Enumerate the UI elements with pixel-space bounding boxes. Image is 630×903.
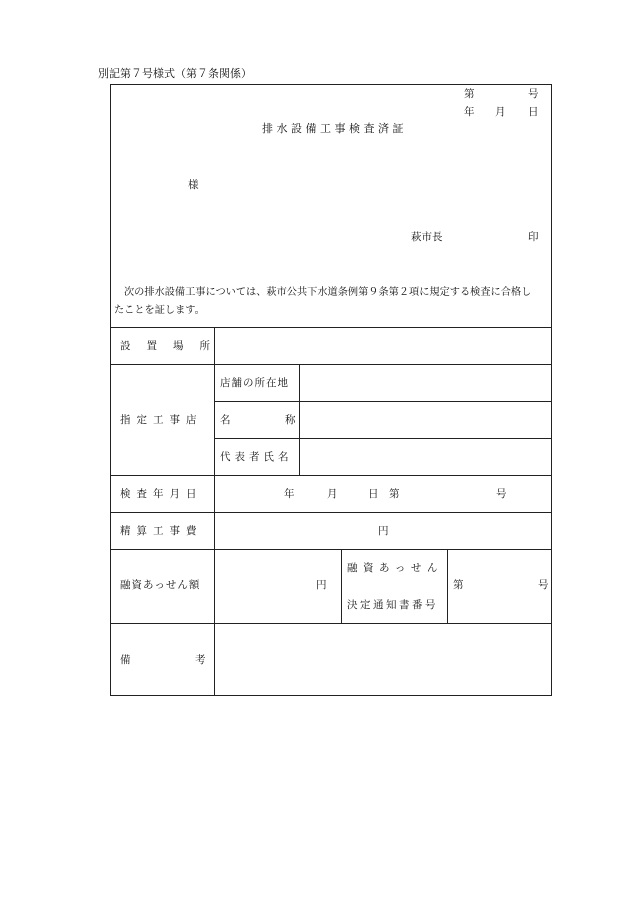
inspection-date-label: 検査年月日 [120, 488, 203, 500]
inspection-month-label: 月 [327, 488, 338, 500]
inspection-year-label: 年 [284, 488, 295, 500]
representative-field[interactable] [301, 440, 550, 474]
contractor-name-field[interactable] [301, 403, 550, 437]
inspection-number-suffix: 号 [496, 488, 507, 500]
settlement-label: 精算工事費 [120, 525, 203, 537]
form-label: 別記第７号様式（第７条関係） [98, 67, 252, 80]
loan-notice-label-1: 融資あっせん [347, 562, 443, 574]
notice-number-suffix: 号 [538, 579, 549, 591]
date-day-label: 日 [528, 106, 539, 118]
remarks-label-b: 考 [195, 654, 206, 666]
date-year-label: 年 [464, 106, 475, 118]
certificate-title: 排水設備工事検査済証 [262, 122, 407, 135]
statement-line-2: たことを証します。 [114, 305, 205, 316]
number-suffix: 号 [528, 88, 539, 100]
remarks-label-a: 備 [120, 654, 131, 666]
remarks-field[interactable] [216, 625, 550, 694]
date-month-label: 月 [495, 106, 506, 118]
notice-number-prefix: 第 [453, 579, 464, 591]
inspection-day-label: 日 [368, 488, 379, 500]
contractor-name-label-b: 称 [285, 414, 296, 426]
statement-line-1: 次の排水設備工事については、萩市公共下水道条例第９条第２項に規定する検査に合格し [124, 287, 532, 298]
contractor-label: 指定工事店 [120, 414, 203, 426]
issuer-name: 萩市長 [411, 231, 443, 243]
location-field[interactable] [216, 329, 550, 363]
number-prefix: 第 [464, 88, 475, 100]
seal-mark: 印 [528, 231, 539, 243]
contractor-address-field[interactable] [301, 366, 550, 400]
recipient-suffix: 様 [188, 179, 199, 191]
contractor-name-label-a: 名 [220, 414, 231, 426]
loan-notice-label-2: 決定通知書番号 [347, 599, 438, 611]
contractor-address-label: 店舗の所在地 [220, 377, 289, 389]
loan-amount-label: 融資あっせん額 [120, 579, 201, 591]
representative-label: 代表者氏名 [220, 451, 293, 463]
settlement-yen: 円 [378, 525, 389, 537]
location-label: 設置場所 [120, 340, 226, 352]
loan-amount-yen: 円 [316, 579, 327, 591]
inspection-number-prefix: 第 [389, 488, 400, 500]
